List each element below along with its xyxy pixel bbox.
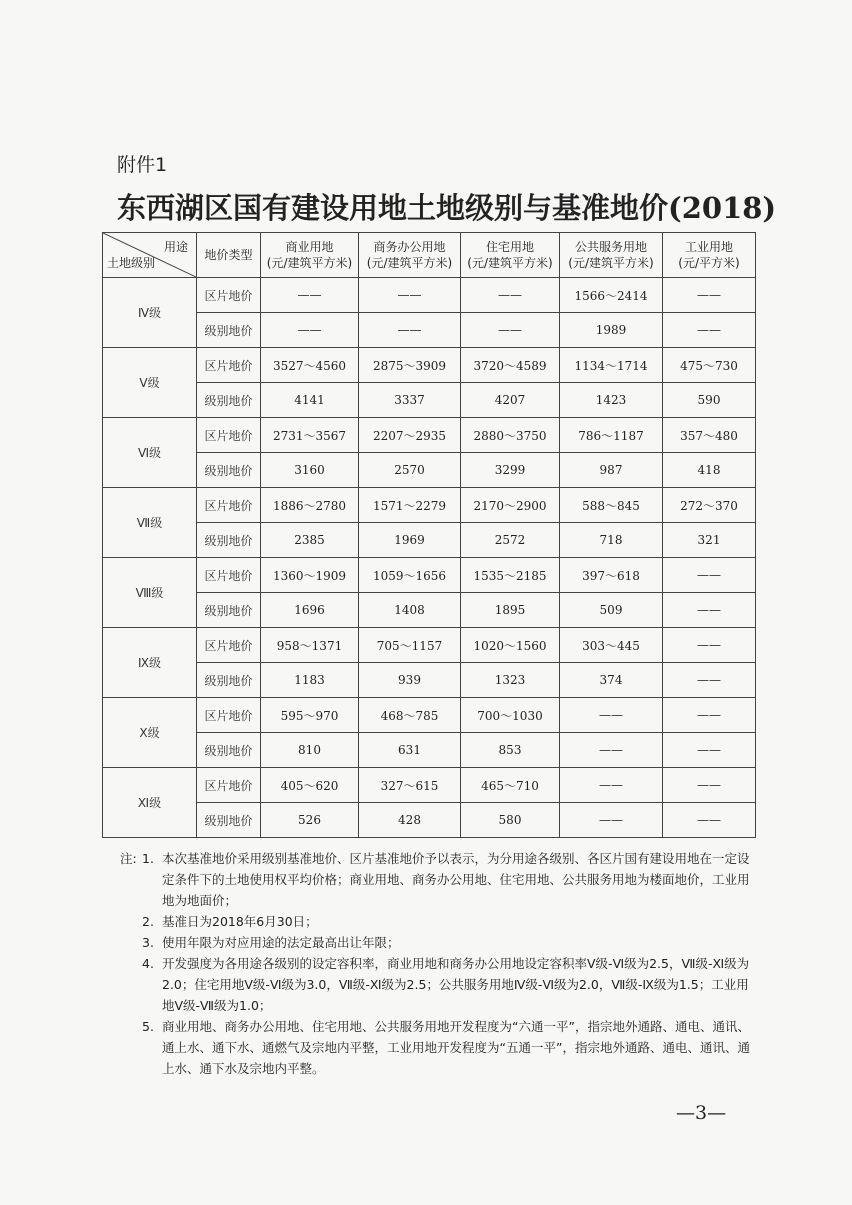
price-value-cell: 2170～2900 (461, 488, 560, 523)
price-type-cell: 级别地价 (197, 733, 261, 768)
level-cell: Ⅺ级 (103, 768, 197, 838)
price-value-cell: —— (663, 558, 756, 593)
column-header: 商务办公用地 (元/建筑平方米) (359, 233, 461, 278)
note-item (120, 848, 760, 911)
price-value-cell: 958～1371 (261, 628, 359, 663)
column-header: 住宅用地 (元/建筑平方米) (461, 233, 560, 278)
price-value-cell: 374 (560, 663, 663, 698)
note-item (120, 932, 760, 953)
price-value-cell: 2207～2935 (359, 418, 461, 453)
price-value-cell: —— (461, 313, 560, 348)
price-type-cell: 区片地价 (197, 628, 261, 663)
column-header: 商业用地 (元/建筑平方米) (261, 233, 359, 278)
level-cell: Ⅶ级 (103, 488, 197, 558)
table-row (103, 488, 756, 523)
price-value-cell: —— (261, 313, 359, 348)
table-row (103, 383, 756, 418)
price-value-cell: 853 (461, 733, 560, 768)
price-value-cell: 418 (663, 453, 756, 488)
price-value-cell: —— (663, 628, 756, 663)
table-row (103, 768, 756, 803)
price-value-cell: 580 (461, 803, 560, 838)
type-header: 地价类型 (197, 233, 261, 278)
price-value-cell: —— (663, 313, 756, 348)
price-value-cell: 1183 (261, 663, 359, 698)
price-value-cell: 468～785 (359, 698, 461, 733)
price-type-cell: 级别地价 (197, 663, 261, 698)
table-row (103, 418, 756, 453)
price-type-cell: 级别地价 (197, 523, 261, 558)
price-value-cell: 303～445 (560, 628, 663, 663)
price-value-cell: 2875～3909 (359, 348, 461, 383)
price-value-cell: —— (663, 733, 756, 768)
land-price-table (102, 232, 756, 838)
price-value-cell: 465～710 (461, 768, 560, 803)
price-value-cell: —— (261, 278, 359, 313)
table-row (103, 698, 756, 733)
price-value-cell: —— (663, 278, 756, 313)
price-value-cell: 3160 (261, 453, 359, 488)
price-value-cell: 1969 (359, 523, 461, 558)
price-type-cell: 区片地价 (197, 558, 261, 593)
price-value-cell: 705～1157 (359, 628, 461, 663)
note-number: 5. (142, 1019, 154, 1034)
table-row (103, 663, 756, 698)
note-number: 4. (142, 956, 154, 971)
price-value-cell: 588～845 (560, 488, 663, 523)
price-type-cell: 区片地价 (197, 348, 261, 383)
table-row (103, 733, 756, 768)
note-text: 商业用地、商务办公用地、住宅用地、公共服务用地开发程度为“六通一平”，指宗地外通路、通电、通讯、通上水、通下水、通燃气及宗地内平整，工业用地开发程度为“五通一平”，指宗地外通路、通电、通讯、通上水、通下水及宗地内平整。 (162, 1019, 750, 1076)
price-value-cell: 700～1030 (461, 698, 560, 733)
level-cell: Ⅴ级 (103, 348, 197, 418)
note-number: 2. (142, 914, 154, 929)
page-number: —3— (676, 1102, 727, 1124)
column-header: 公共服务用地 (元/建筑平方米) (560, 233, 663, 278)
price-value-cell: 2880～3750 (461, 418, 560, 453)
price-value-cell: 4207 (461, 383, 560, 418)
price-value-cell: 1696 (261, 593, 359, 628)
price-type-cell: 级别地价 (197, 803, 261, 838)
note-label: 注: (120, 851, 137, 866)
level-cell: Ⅹ级 (103, 698, 197, 768)
table-row (103, 803, 756, 838)
notes-section (120, 848, 760, 1079)
price-value-cell: —— (663, 803, 756, 838)
table-row (103, 593, 756, 628)
price-value-cell: 595～970 (261, 698, 359, 733)
price-value-cell: 397～618 (560, 558, 663, 593)
price-value-cell: —— (359, 278, 461, 313)
note-label (120, 932, 142, 953)
price-value-cell: 1323 (461, 663, 560, 698)
level-cell: Ⅳ级 (103, 278, 197, 348)
price-value-cell: 987 (560, 453, 663, 488)
note-text: 本次基准地价采用级别基准地价、区片基准地价予以表示，为分用途各级别、各区片国有建设用地在一定设定条件下的土地使用权平均价格；商业用地、商务办公用地、住宅用地、公共服务用地为楼面地价，工业用地为地面价； (162, 851, 750, 908)
price-value-cell: —— (560, 803, 663, 838)
price-type-cell: 区片地价 (197, 488, 261, 523)
price-value-cell: 2385 (261, 523, 359, 558)
price-value-cell: 1535～2185 (461, 558, 560, 593)
table-body (103, 278, 756, 838)
table-row (103, 313, 756, 348)
price-value-cell: 405～620 (261, 768, 359, 803)
price-value-cell: —— (560, 733, 663, 768)
price-value-cell: 1571～2279 (359, 488, 461, 523)
price-value-cell: 1886～2780 (261, 488, 359, 523)
price-value-cell: 1134～1714 (560, 348, 663, 383)
price-value-cell: 3527～4560 (261, 348, 359, 383)
price-value-cell: 3299 (461, 453, 560, 488)
note-text: 基准日为2018年6月30日； (162, 914, 318, 929)
price-type-cell: 区片地价 (197, 768, 261, 803)
price-value-cell: 1360～1909 (261, 558, 359, 593)
column-header: 工业用地 (元/平方米) (663, 233, 756, 278)
table-header-row (103, 233, 756, 278)
note-number: 1. (142, 851, 154, 866)
document-title: 东西湖区国有建设用地土地级别与基准地价(2018) (117, 191, 777, 225)
price-value-cell: 509 (560, 593, 663, 628)
price-type-cell: 级别地价 (197, 313, 261, 348)
price-value-cell: 2731～3567 (261, 418, 359, 453)
price-value-cell: —— (663, 768, 756, 803)
price-value-cell: 357～480 (663, 418, 756, 453)
level-cell: Ⅸ级 (103, 628, 197, 698)
price-type-cell: 级别地价 (197, 453, 261, 488)
note-number: 3. (142, 935, 154, 950)
price-type-cell: 区片地价 (197, 698, 261, 733)
price-type-cell: 级别地价 (197, 593, 261, 628)
level-cell: Ⅵ级 (103, 418, 197, 488)
price-value-cell: —— (663, 698, 756, 733)
table-row (103, 628, 756, 663)
price-value-cell: —— (359, 313, 461, 348)
price-value-cell: 939 (359, 663, 461, 698)
note-text: 开发强度为各用途各级别的设定容积率，商业用地和商务办公用地设定容积率Ⅴ级-Ⅵ级为2.5，Ⅶ级-Ⅺ级为2.0；住宅用地Ⅴ级-Ⅵ级为3.0，Ⅶ级-Ⅺ级为2.5；公共服务用地Ⅳ级-Ⅵ级为2.0，Ⅶ级-Ⅸ级为1.5；工业用地Ⅴ级-Ⅶ级为1.0； (162, 956, 750, 1013)
price-value-cell: —— (663, 593, 756, 628)
price-value-cell: 631 (359, 733, 461, 768)
price-value-cell: —— (461, 278, 560, 313)
note-item (120, 953, 760, 1016)
corner-usage-label: 用途 (163, 240, 188, 254)
price-value-cell: —— (560, 768, 663, 803)
price-value-cell: 475～730 (663, 348, 756, 383)
corner-level-label: 土地级别 (107, 256, 156, 270)
price-value-cell: —— (560, 698, 663, 733)
price-value-cell: 3337 (359, 383, 461, 418)
price-type-cell: 区片地价 (197, 418, 261, 453)
level-cell: Ⅷ级 (103, 558, 197, 628)
price-value-cell: 526 (261, 803, 359, 838)
price-value-cell: 1895 (461, 593, 560, 628)
note-text: 使用年限为对应用途的法定最高出让年限； (162, 935, 400, 950)
price-type-cell: 级别地价 (197, 383, 261, 418)
price-value-cell: 810 (261, 733, 359, 768)
price-value-cell: 1423 (560, 383, 663, 418)
price-value-cell: 718 (560, 523, 663, 558)
price-value-cell: 3720～4589 (461, 348, 560, 383)
note-label (120, 911, 142, 932)
table-row (103, 523, 756, 558)
price-value-cell: —— (663, 663, 756, 698)
price-value-cell: 321 (663, 523, 756, 558)
note-item (120, 911, 760, 932)
price-type-cell: 区片地价 (197, 278, 261, 313)
table-row (103, 558, 756, 593)
price-value-cell: 786～1187 (560, 418, 663, 453)
table-row (103, 453, 756, 488)
price-value-cell: 1566～2414 (560, 278, 663, 313)
price-value-cell: 1020～1560 (461, 628, 560, 663)
corner-header-cell (103, 233, 197, 278)
price-value-cell: 327～615 (359, 768, 461, 803)
price-value-cell: 428 (359, 803, 461, 838)
table-row (103, 278, 756, 313)
price-value-cell: 1408 (359, 593, 461, 628)
attachment-label: 附件1 (117, 154, 168, 176)
price-value-cell: 272～370 (663, 488, 756, 523)
note-item (120, 1016, 760, 1079)
price-value-cell: 1989 (560, 313, 663, 348)
price-value-cell: 1059～1656 (359, 558, 461, 593)
note-label (120, 953, 142, 1016)
price-value-cell: 590 (663, 383, 756, 418)
note-label (120, 1016, 142, 1079)
price-value-cell: 2570 (359, 453, 461, 488)
price-value-cell: 2572 (461, 523, 560, 558)
table-row (103, 348, 756, 383)
price-value-cell: 4141 (261, 383, 359, 418)
